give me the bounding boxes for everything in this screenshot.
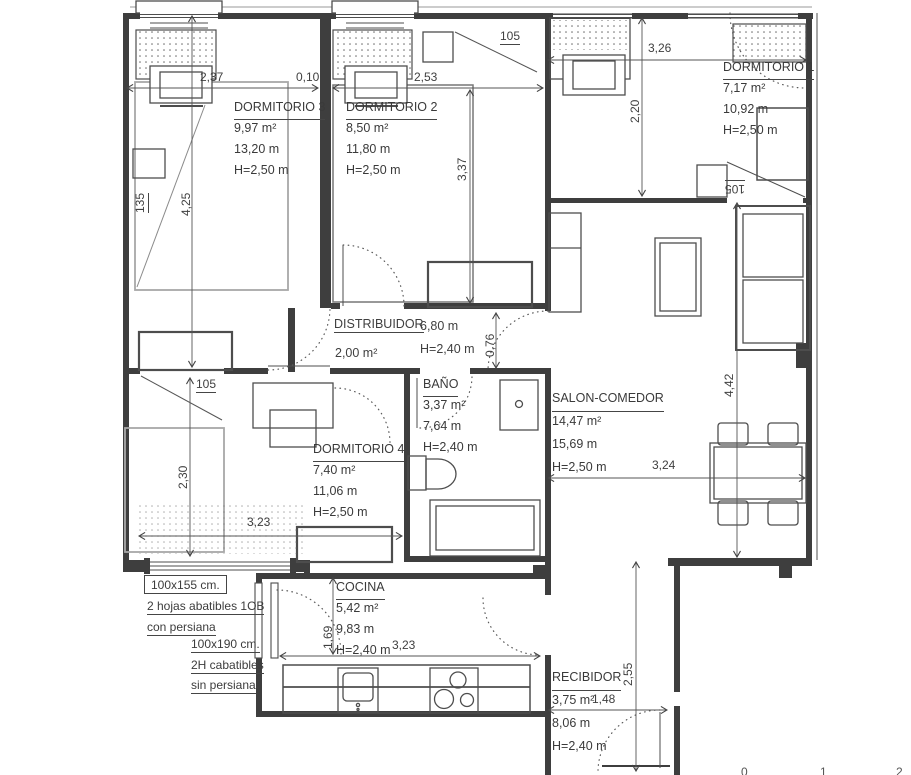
room-area: 7,17 m²	[723, 81, 766, 95]
wall-mid-c	[330, 368, 420, 374]
shelf-d2	[423, 32, 453, 62]
room-area: 3,37 m²	[423, 398, 466, 412]
door-label-d1: 105	[724, 182, 746, 196]
room-block-bano	[423, 374, 478, 458]
room-block-dormitorio3	[234, 97, 325, 181]
door-arc-cocina-right	[483, 598, 540, 655]
wall-cocina-top	[256, 573, 548, 579]
dim-label-hall-door: 0,76	[483, 333, 497, 357]
dim-label-salon-depth: 4,42	[722, 373, 736, 397]
door-leaf-d2-window	[455, 29, 537, 72]
stove-burner-1	[450, 672, 466, 688]
room-height: H=2,50 m	[234, 163, 289, 177]
window-box-d2	[332, 1, 418, 13]
window-cocina-b	[271, 583, 278, 658]
washer	[500, 380, 538, 430]
sink-drain-2	[357, 709, 359, 711]
dim-label-wall: 0,10	[296, 70, 320, 84]
room-area: 5,42 m²	[336, 601, 379, 615]
room-height: H=2,50 m	[313, 505, 368, 519]
coffee-table	[655, 238, 701, 316]
room-height: H=2,40 m	[552, 739, 607, 753]
kitchen-counter	[283, 665, 530, 713]
room-title: SALON-COMEDOR	[552, 387, 664, 412]
dim-label-cocina-width: 3,23	[392, 638, 416, 652]
wall-d4-bano	[404, 374, 410, 560]
annotation-window2-type: 2H cabatibles	[191, 658, 264, 672]
dresser-d3	[139, 332, 232, 370]
wall-d2-bottom-a	[331, 303, 340, 309]
window-box-d3	[136, 1, 222, 13]
dim-label-d3-depth: 4,25	[179, 192, 193, 216]
wall-bano-bottom	[404, 556, 548, 562]
room-height-distribuidor: H=2,40 m	[420, 342, 475, 356]
wall-distribuidor-stub	[288, 308, 295, 372]
wall-mid-a	[123, 368, 140, 374]
window-gap-d2	[336, 12, 414, 20]
wall-recibidor-right-b	[674, 706, 680, 775]
window-gap-d3	[140, 12, 218, 20]
dining-chair-4	[768, 501, 798, 525]
wall-d1-bottom-b	[803, 198, 812, 203]
room-block-recibidor	[552, 666, 621, 758]
dim-label-d3-width: 2,37	[200, 70, 224, 84]
room-title: BAÑO	[423, 374, 458, 397]
door-label-d2: 105	[500, 29, 521, 43]
wall-salon-step	[779, 558, 792, 578]
scale-tick-1: 1	[820, 765, 827, 775]
tv-unit	[549, 213, 581, 312]
dim-label-cocina-door: 1,69	[321, 625, 335, 649]
room-block-salon	[552, 387, 664, 479]
annotation-window1-type: 2 hojas abatibles 1OB	[147, 599, 265, 613]
wall-right-notch	[796, 343, 806, 368]
washer-knob	[516, 401, 523, 408]
room-area-distribuidor: 2,00 m²	[335, 346, 378, 360]
dining-chair-3	[718, 501, 748, 525]
toilet-tank	[408, 456, 426, 490]
room-area: 3,75 m²	[552, 693, 595, 707]
door-label-d4: 105	[196, 377, 217, 391]
wall-recibidor-right-a	[674, 560, 680, 692]
nightstand-d3	[133, 149, 165, 178]
bathtub	[430, 500, 540, 556]
room-perimeter: 11,80 m	[346, 142, 391, 156]
room-block-dormitorio1	[723, 57, 814, 141]
bed-d1-head-dots	[552, 20, 628, 50]
door-arc-d4	[335, 388, 390, 443]
dim-label-recibidor-width: 1,48	[592, 692, 616, 706]
dim-label-d1-depth: 2,20	[628, 99, 642, 123]
door-arc-d3	[268, 308, 330, 370]
dining-chair-2	[768, 423, 798, 445]
desk-d4	[253, 383, 333, 428]
wall-core-b	[545, 369, 551, 595]
door-arc-d2	[343, 245, 404, 306]
room-block-dormitorio2	[346, 97, 437, 181]
dim-label-recibidor-depth: 2,55	[621, 662, 635, 686]
room-perimeter: 15,69 m	[552, 437, 598, 451]
room-block-cocina	[336, 577, 391, 661]
room-area: 14,47 m²	[552, 414, 602, 428]
stove-burner-2	[435, 690, 454, 709]
room-perimeter: 11,06 m	[313, 484, 358, 498]
dim-label-d2-width: 2,53	[414, 70, 438, 84]
dining-table	[710, 443, 806, 503]
sofa-cushion-2	[743, 280, 803, 343]
room-height: H=2,50 m	[552, 460, 607, 474]
dim-label-d1-width: 3,26	[648, 41, 672, 55]
wall-d1-bottom-a	[548, 198, 727, 203]
annotation-window2-blind: sin persiana	[191, 678, 256, 692]
room-area: 8,50 m²	[346, 121, 389, 135]
room-title: DORMITORIO 2	[346, 97, 437, 120]
room-height: H=2,50 m	[723, 123, 778, 137]
room-perimeter: 7,64 m	[423, 419, 462, 433]
sofa-cushion-1	[743, 214, 803, 277]
sofa	[736, 206, 810, 350]
room-area: 9,97 m²	[234, 121, 277, 135]
dim-label-d4-depth: 2,30	[176, 465, 190, 489]
room-title: DORMITORIO 1	[723, 57, 814, 80]
room-block-dormitorio4	[313, 439, 404, 523]
room-perimeter-distribuidor: 6,80 m	[420, 319, 459, 333]
scale-tick-2: 2	[896, 765, 903, 775]
room-title: COCINA	[336, 577, 385, 600]
room-title: DORMITORIO 3	[234, 97, 325, 120]
dining-table-inner	[714, 447, 802, 499]
wall-cocina-notch	[533, 565, 548, 579]
dim-label-d2-depth: 3,37	[455, 157, 469, 181]
room-height: H=2,50 m	[346, 163, 401, 177]
room-perimeter: 10,92 m	[723, 102, 769, 116]
bed-d4-dots	[139, 504, 306, 554]
dim-label-d4-width: 3,23	[247, 515, 271, 529]
room-height: H=2,40 m	[423, 440, 478, 454]
room-title: RECIBIDOR	[552, 666, 621, 691]
room-title-distribuidor: DISTRIBUIDOR	[334, 317, 424, 331]
annotation-window1-blind: con persiana	[147, 620, 216, 634]
stove-burner-3	[461, 694, 474, 707]
dim-label-salon-width: 3,24	[652, 458, 676, 472]
room-perimeter: 13,20 m	[234, 142, 280, 156]
bathtub-inner	[436, 506, 534, 550]
dining-chair-1	[718, 423, 748, 445]
room-perimeter: 9,83 m	[336, 622, 375, 636]
commode-d4	[297, 527, 392, 562]
toilet-bowl	[426, 459, 456, 489]
annotation-window1-size: 100x155 cm.	[144, 575, 227, 594]
scale-tick-0: 0	[741, 765, 748, 775]
room-perimeter: 8,06 m	[552, 716, 591, 730]
bed-size-label-d3: 135	[133, 192, 147, 213]
room-title: DORMITORIO 4	[313, 439, 404, 462]
wall-mid-d	[470, 368, 551, 374]
wall-left	[123, 13, 129, 572]
annotation-window2-size: 100x190 cm.	[191, 637, 260, 651]
room-height: H=2,40 m	[336, 643, 391, 657]
dresser-d2	[428, 262, 532, 307]
wall-cocina-bottom	[256, 711, 548, 717]
door-arc-distribuidor	[488, 311, 548, 371]
room-area: 7,40 m²	[313, 463, 356, 477]
sink-drain	[356, 703, 359, 706]
coffee-table-inner	[660, 243, 696, 311]
